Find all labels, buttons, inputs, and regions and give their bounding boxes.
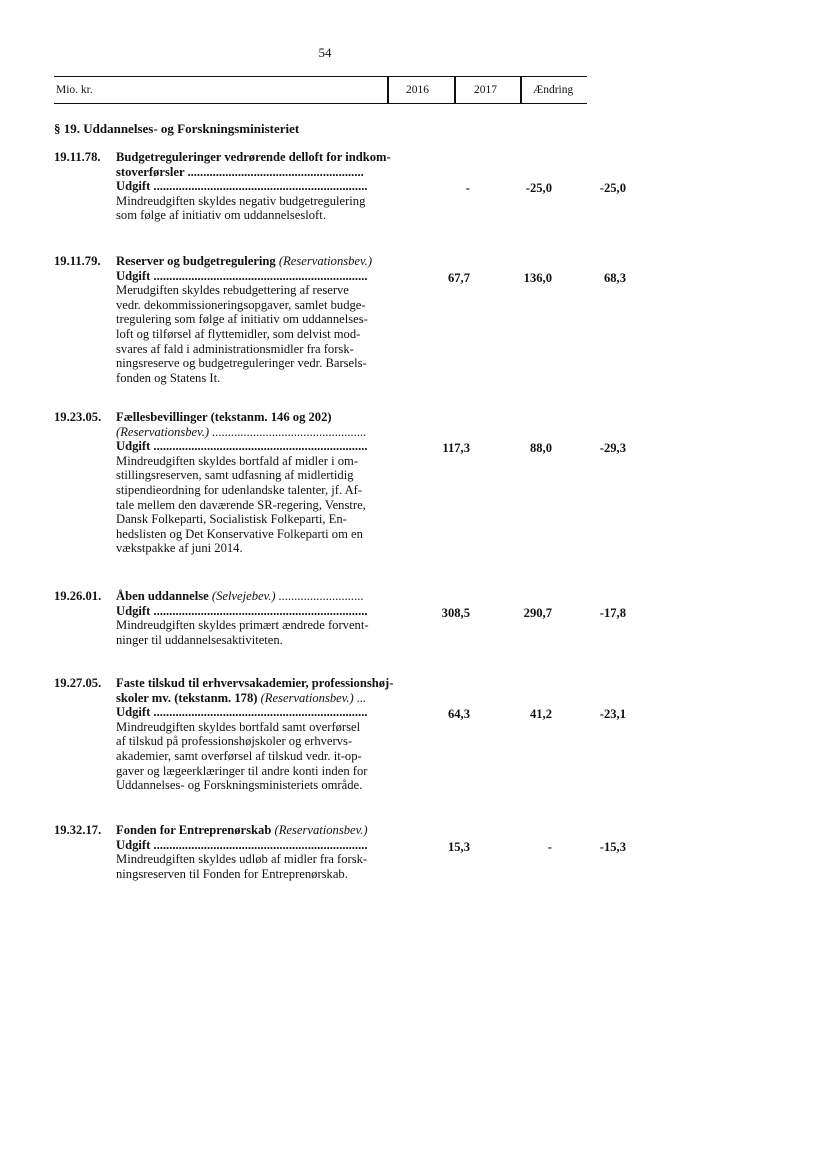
entry-description-line: Dansk Folkeparti, Socialistisk Folkeparti, En- [116, 512, 347, 527]
entry-description-line: stipendieordning for udenlandske talenter, jf. Af- [116, 482, 363, 497]
column-divider [387, 77, 389, 103]
section-title: § 19. Uddannelses- og Forskningsministeriet [54, 121, 300, 136]
column-2017: 2017 [474, 84, 497, 96]
entry-description-line: Mindreudgiften skyldes negativ budgetregulering [116, 193, 366, 208]
entry-body [116, 254, 441, 385]
entry-description-line: vedr. dekommissioneringsopgaver, samlet budge- [116, 297, 366, 312]
entry-description-line: svares af fald i administrationsmidler fra forsk- [116, 341, 354, 356]
entry-description-line: Uddannelses- og Forskningsministeriets område. [116, 778, 363, 793]
value-2016: 64,3 [447, 707, 470, 722]
udgift-label: Udgift .................................................................... [116, 837, 368, 852]
entry-title-line: stoverførsler ........................................................ [116, 164, 364, 179]
entry-title-italic: (Reservationsbev.) [274, 823, 368, 837]
entry-code: 19.23.05. [54, 410, 102, 424]
entry-description-line: Mindreudgiften skyldes bortfald af midler i om- [116, 453, 359, 468]
entry-body [116, 676, 441, 793]
entry-title-line: Fonden for Entreprenørskab (Reservationsbev.) [116, 823, 368, 837]
entry-code: 19.11.78. [54, 150, 101, 164]
value-2017: 88,0 [529, 441, 552, 456]
entry-description-line: af tilskud på professionshøjskoler og erhvervs- [116, 734, 353, 749]
entry-description-line: ningsreserven til Fonden for Entreprenørskab. [116, 866, 348, 881]
column-header [54, 76, 587, 104]
value-change: -25,0 [599, 181, 626, 196]
value-2016: 67,7 [447, 270, 470, 285]
value-change: 68,3 [603, 270, 626, 285]
udgift-label: Udgift .................................................................... [116, 439, 368, 454]
entry-description-line: hedslisten og Det Konservative Folkeparti om en [116, 526, 363, 541]
value-2016: - [465, 181, 470, 196]
entry-body [116, 823, 441, 881]
entry-code: 19.27.05. [54, 676, 102, 690]
udgift-label: Udgift .................................................................... [116, 268, 368, 283]
value-2016: 308,5 [441, 605, 470, 620]
entry-description-line: Merudgiften skyldes rebudgettering af reserve [116, 283, 349, 298]
column-2016: 2016 [406, 84, 429, 96]
entry-title-italic: (Reservationsbev.) ... [260, 690, 367, 705]
entry-description-line: akademier, samt overførsel af tilskud vedr. it-op- [116, 748, 362, 763]
entry-description-line: tale mellem den daværende SR-regering, Venstre, [116, 497, 366, 512]
value-2017: 41,2 [529, 707, 552, 722]
entry-description-line: ningsreserve og budgetreguleringer vedr. Barsels- [116, 356, 367, 371]
entry-code: 19.11.79. [54, 254, 101, 268]
entry-title-line: Fællesbevillinger (tekstanm. 146 og 202) [116, 410, 332, 424]
value-2017: 290,7 [523, 605, 552, 620]
entry-body [116, 589, 441, 647]
entry-title-italic: (Reservationsbev.) ................................................. [116, 424, 367, 439]
entry-description-line: vækstpakke af juni 2014. [116, 541, 243, 556]
value-2017: 136,0 [523, 270, 552, 285]
entry-description-line: gaver og lægeerklæringer til andre konti inden for [116, 763, 368, 778]
entry-description-line: tregulering som følge af initiativ om uddannelses- [116, 312, 368, 327]
udgift-label: Udgift .................................................................... [116, 603, 368, 618]
column-divider [454, 77, 456, 103]
column-change: Ændring [533, 84, 574, 96]
entry-title-italic: (Reservationsbev.) [278, 254, 373, 268]
entry-description-line: Mindreudgiften skyldes bortfald samt overførsel [116, 719, 361, 734]
value-2016: 117,3 [442, 441, 470, 456]
entry-title-line: Åben uddannelse (Selvejebev.) ........................... [116, 589, 364, 603]
value-2017: - [547, 839, 552, 854]
entry-title-line: skoler mv. (tekstanm. 178) (Reservationsbev.) ... [116, 690, 367, 705]
column-divider [520, 77, 522, 103]
value-change: -23,1 [599, 707, 626, 722]
entry-title-line: Faste tilskud til erhvervsakademier, professionshøj- [116, 676, 394, 690]
page-number: 54 [318, 45, 332, 60]
entry-description-line: stillingsreserven, samt udfasning af midlertidig [116, 468, 354, 483]
entry-title-italic: (Selvejebev.) ........................... [211, 589, 364, 603]
value-2017: -25,0 [525, 181, 552, 196]
entry-description-line: loft og tilførsel af flyttemidler, som delvist mod- [116, 326, 361, 341]
entry-code: 19.32.17. [54, 823, 102, 837]
udgift-label: Udgift .................................................................... [116, 179, 368, 194]
entry-description-line: ninger til uddannelsesaktiviteten. [116, 632, 283, 647]
value-change: -15,3 [599, 839, 626, 854]
udgift-label: Udgift .................................................................... [116, 705, 368, 720]
entry-description-line: som følge af initiativ om uddannelsesloft. [116, 208, 326, 223]
value-change: -29,3 [599, 441, 626, 456]
entry-description-line: Mindreudgiften skyldes udløb af midler fra forsk- [116, 852, 368, 867]
unit-label: Mio. kr. [56, 84, 93, 96]
value-2016: 15,3 [447, 839, 470, 854]
entry-code: 19.26.01. [54, 589, 102, 603]
entry-description-line: fonden og Statens It. [116, 370, 221, 385]
value-change: -17,8 [599, 605, 626, 620]
entry-title-line: Reserver og budgetregulering (Reservationsbev.) [116, 254, 373, 268]
entry-body [116, 150, 441, 223]
entry-description-line: Mindreudgiften skyldes primært ændrede forvent- [116, 618, 369, 633]
entry-title-line: Budgetreguleringer vedrørende delloft for indkom- [116, 150, 391, 164]
entry-body [116, 410, 441, 556]
